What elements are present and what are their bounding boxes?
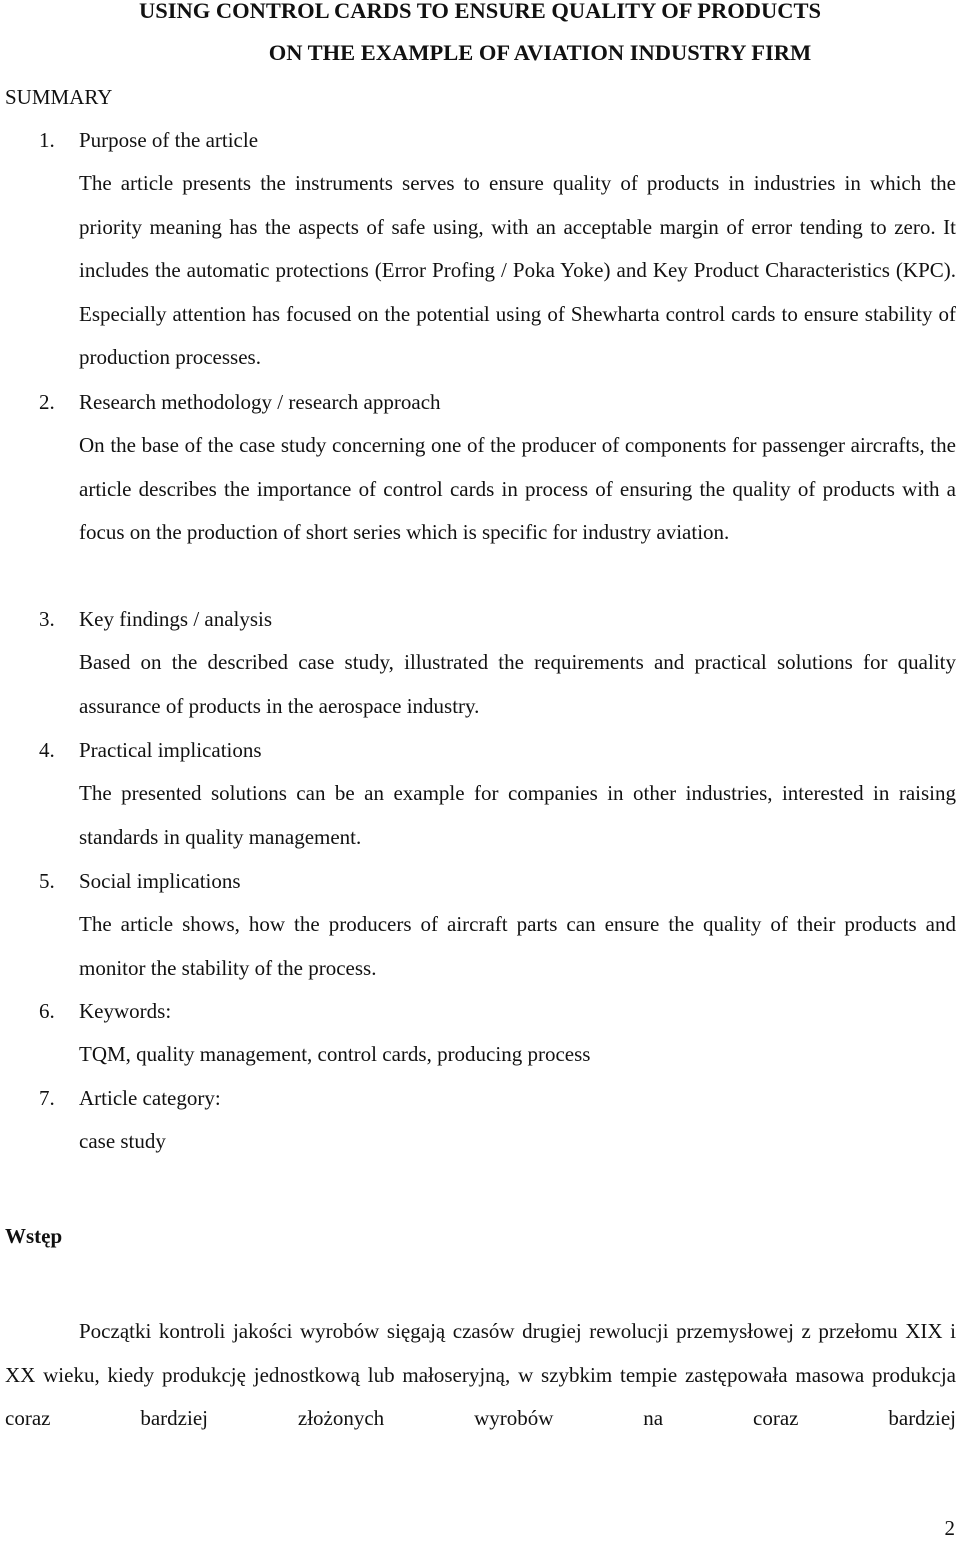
page-number: 2 — [944, 1516, 955, 1540]
section-number: 6. — [39, 999, 55, 1023]
section-number: 3. — [39, 607, 55, 631]
intro-heading: Wstęp — [5, 1224, 63, 1248]
section-heading: Keywords: — [79, 999, 172, 1023]
section-heading: Practical implications — [79, 738, 262, 762]
section-body: case study — [79, 1129, 166, 1153]
intro-paragraph: Początki kontroli jakości wyrobów sięgają czasów drugiej rewolucji przemysłowej z przełomu XIX i XX wieku, kiedy produkcję jednostkową lub małoseryjną, w szybkim tempie zastępowała masowa produkcja coraz bardziej złożonych wyrobów na coraz bardziej — [5, 1319, 956, 1431]
section-body: The article shows, how the producers of aircraft parts can ensure the quality of their products and monitor the stability of the process. — [79, 912, 956, 980]
section-body: TQM, quality management, control cards, producing process — [79, 1042, 591, 1066]
article-title-line-2: ON THE EXAMPLE OF AVIATION INDUSTRY FIRM — [268, 40, 812, 65]
section-number: 4. — [39, 738, 55, 762]
section-number: 7. — [39, 1086, 55, 1110]
section-number: 5. — [39, 869, 55, 893]
article-title-line-1: USING CONTROL CARDS TO ENSURE QUALITY OF PRODUCTS — [139, 0, 821, 23]
summary-label: SUMMARY — [5, 85, 113, 109]
section-heading: Key findings / analysis — [79, 607, 273, 631]
section-heading: Social implications — [79, 869, 241, 893]
section-heading: Purpose of the article — [79, 128, 259, 152]
section-body: Based on the described case study, illustrated the requirements and practical solutions for quality assurance of products in the aerospace industry. — [79, 650, 956, 718]
section-body: The article presents the instruments serves to ensure quality of products in industries in which the priority meaning has the aspects of safe using, with an acceptable margin of error tending to zero. It includes the automatic protections (Error Profing / Poka Yoke) and Key Product Characteristics (KPC). Especially attention has focused on the potential using of Shewharta control cards to ensure stability of production processes. — [79, 171, 956, 370]
section-heading: Research methodology / research approach — [79, 390, 441, 414]
section-number: 2. — [39, 390, 55, 414]
section-number: 1. — [39, 128, 55, 152]
section-heading: Article category: — [79, 1086, 221, 1110]
section-body: On the base of the case study concerning one of the producer of components for passenger aircrafts, the article describes the importance of control cards in process of ensuring the quality of products with a focus on the production of short series which is specific for industry aviation. — [79, 433, 956, 545]
section-body: The presented solutions can be an example for companies in other industries, interested in raising standards in quality management. — [79, 781, 956, 849]
